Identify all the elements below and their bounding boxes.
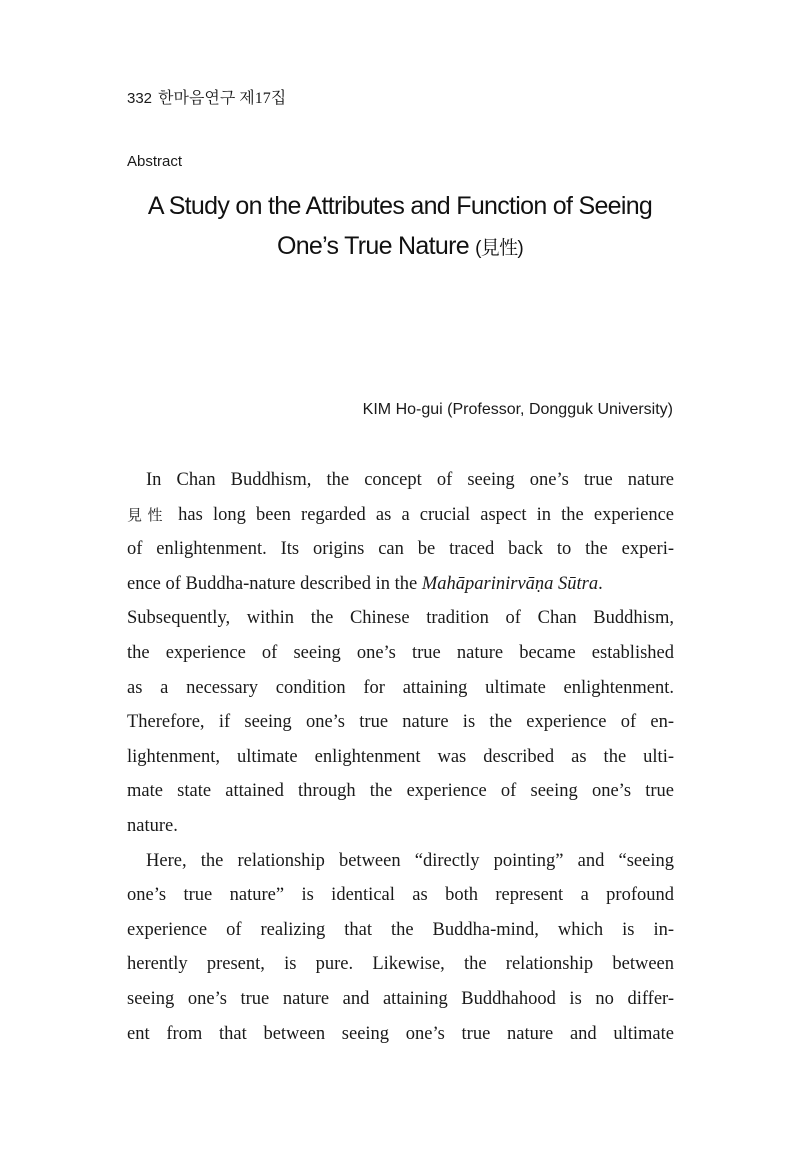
paper-title [120, 186, 680, 269]
body-line-text: ence of Buddha-nature described in the [127, 573, 418, 594]
body-line: nature. [127, 815, 178, 836]
body-line: one’s true nature” is identical as both represent a profound [127, 885, 674, 906]
body-line: mate state attained through the experience of seeing one’s true [127, 781, 674, 802]
author-affiliation: KIM Ho-gui (Professor, Dongguk University) [362, 401, 673, 418]
body-line: of enlightenment. Its origins can be traced back to the experi- [127, 539, 674, 560]
body-line: ent from that between seeing one’s true nature and ultimate [127, 1023, 674, 1044]
journal-title: 한마음연구 제17집 [158, 90, 287, 107]
body-line: herently present, is pure. Likewise, the relationship between [127, 954, 674, 975]
body-line: Therefore, if seeing one’s true nature is the experience of en- [127, 712, 674, 733]
abstract-body [127, 463, 674, 1051]
body-line: the experience of seeing one’s true nature became established [127, 642, 674, 663]
body-line: Here, the relationship between “directly pointing” and “seeing [146, 850, 674, 871]
sutra-after: . [598, 573, 603, 594]
title-line-2-text: One’s True Nature [276, 232, 469, 260]
body-line [127, 567, 674, 602]
body-line: experience of realizing that the Buddha-mind, which is in- [127, 919, 674, 940]
page-number: 332 [127, 90, 153, 107]
body-line: Subsequently, within the Chinese tradition of Chan Buddhism, [127, 608, 674, 629]
title-line-1: A Study on the Attributes and Function of Seeing [147, 192, 653, 220]
body-line: lightenment, ultimate enlightenment was described as the ulti- [127, 746, 674, 767]
running-head [127, 88, 286, 110]
cjk-term: 見性 [127, 507, 169, 524]
sutra-title: Mahāparinirvāṇa Sūtra [421, 573, 599, 594]
body-line: as a necessary condition for attaining ultimate enlightenment. [127, 677, 674, 698]
body-line-text: has long been regarded as a crucial aspect in the experience [178, 504, 674, 525]
title-cjk: (見性) [475, 238, 524, 259]
body-line: In Chan Buddhism, the concept of seeing one’s true nature [146, 470, 674, 490]
title-line-2 [120, 226, 680, 269]
body-line [127, 498, 674, 533]
body-line: seeing one’s true nature and attaining Buddhahood is no differ- [127, 988, 674, 1009]
abstract-label: Abstract [127, 153, 183, 170]
